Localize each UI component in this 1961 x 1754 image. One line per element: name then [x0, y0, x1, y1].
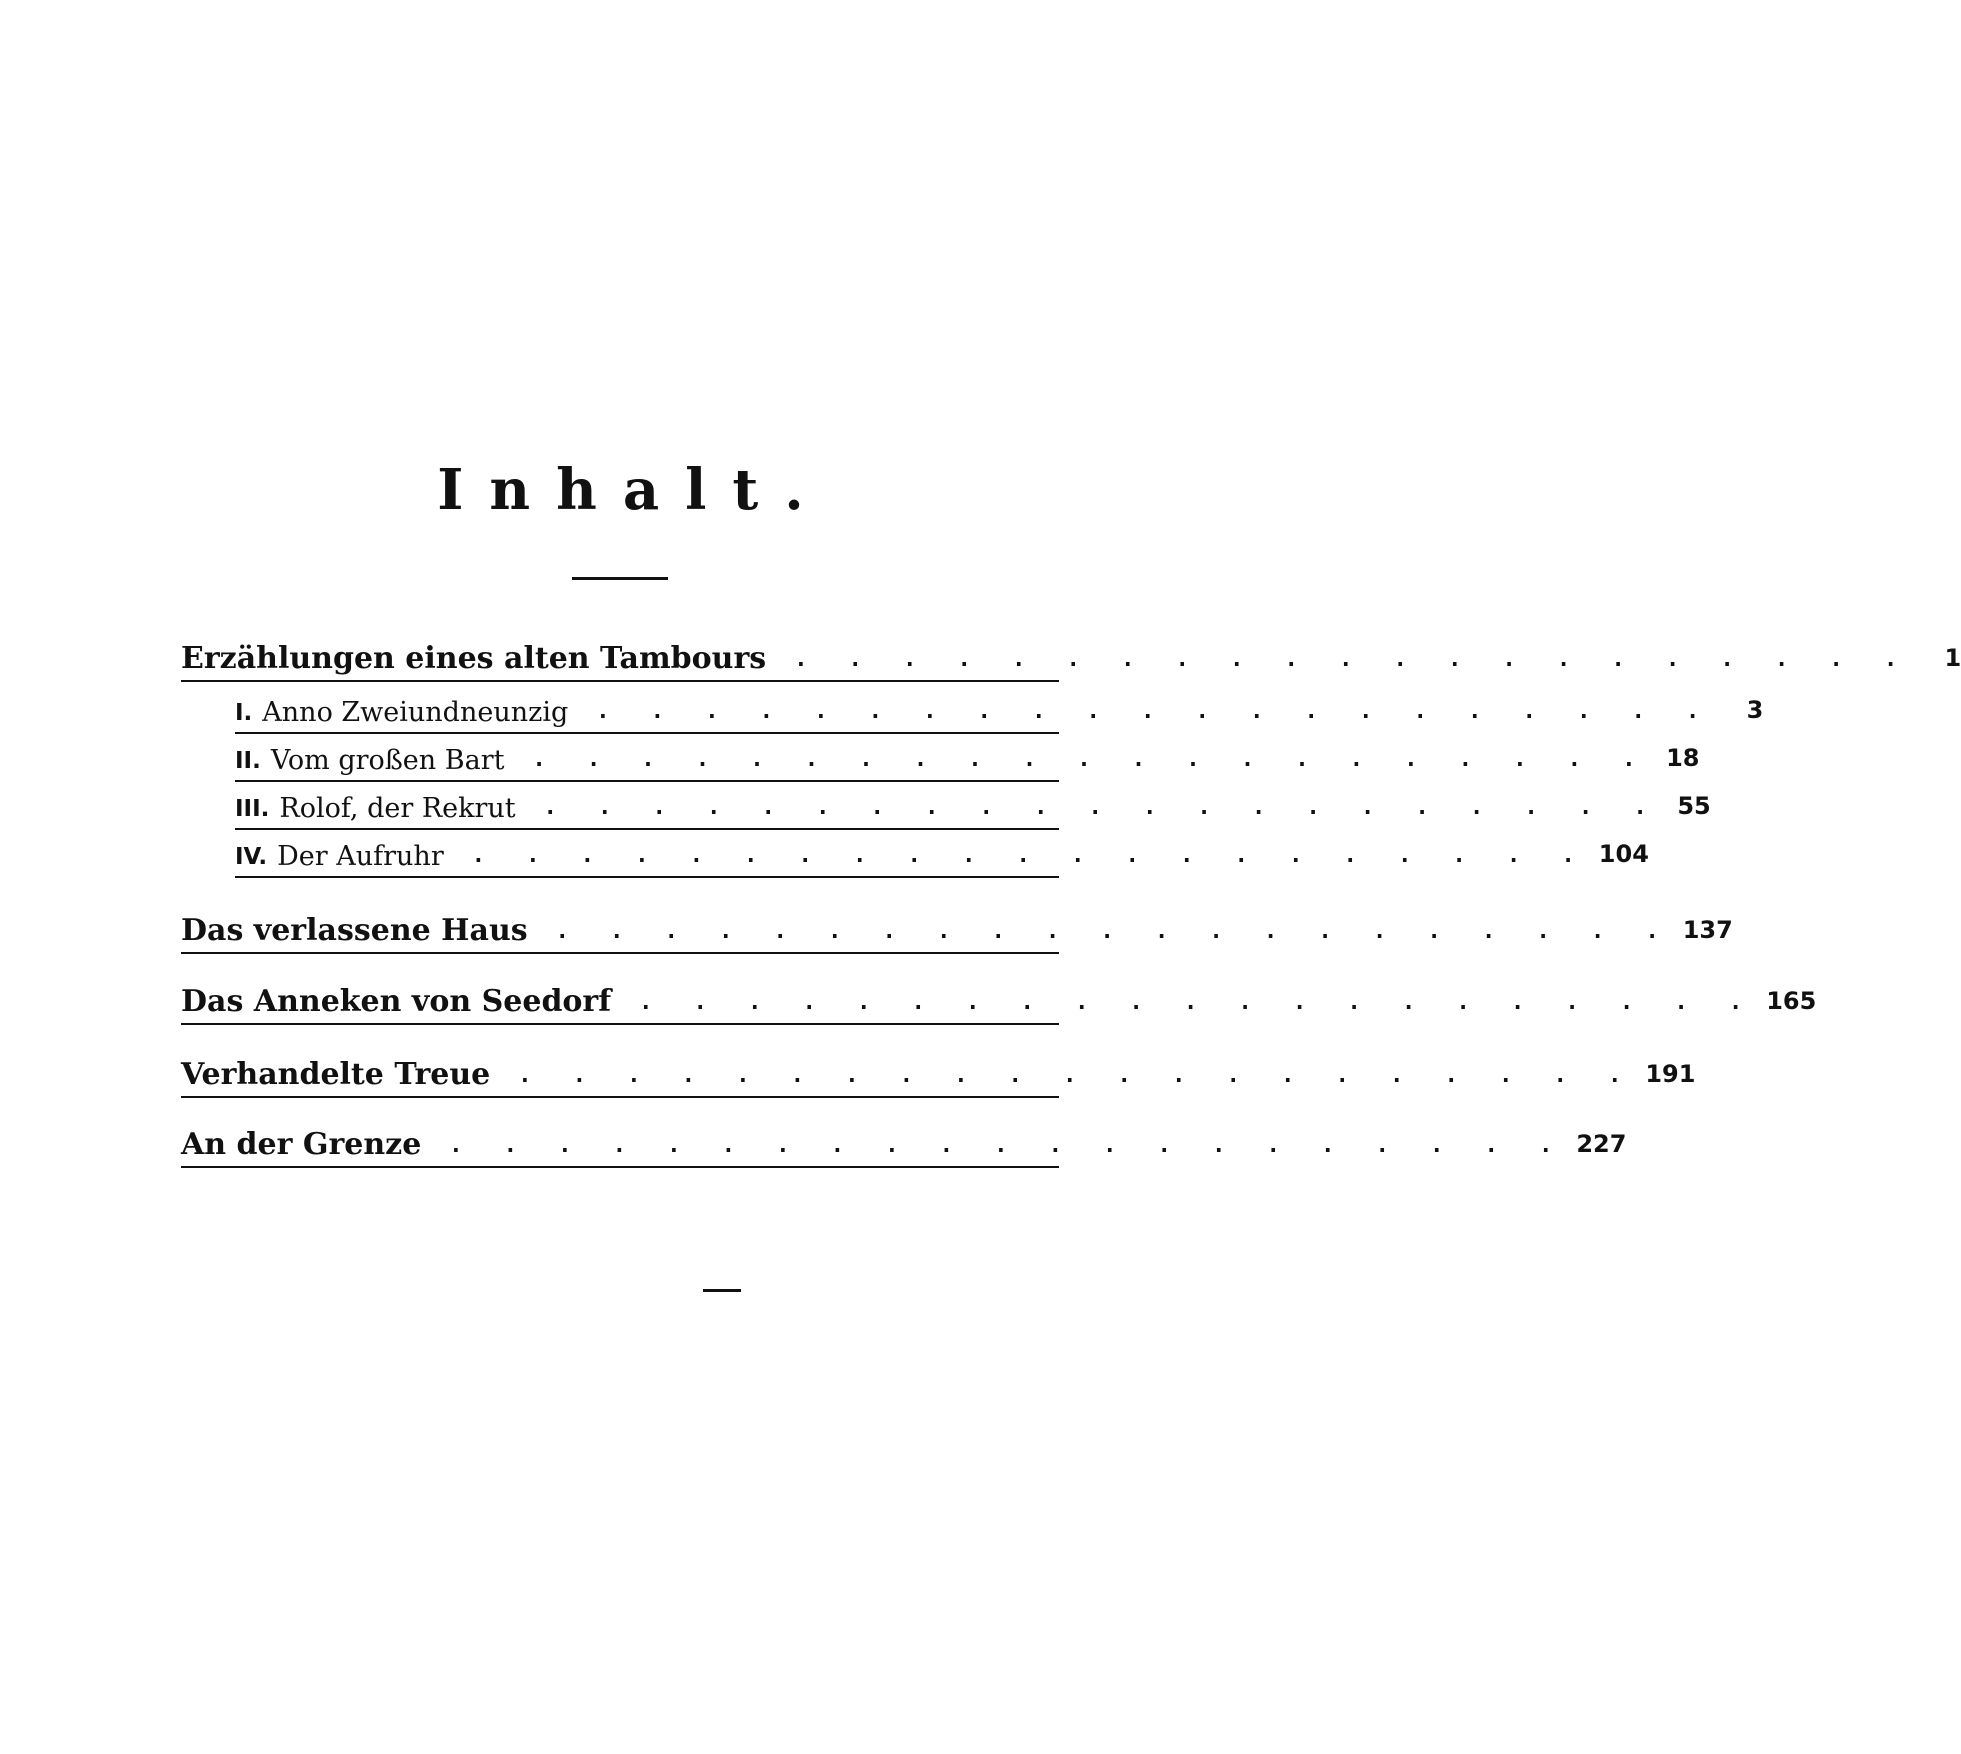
leader-dots: . . . . . . . . . . . . . . . . . . . . .: [596, 699, 1714, 724]
toc-entry-3[interactable]: [181, 1046, 1696, 1098]
chapter-title: Anno Zweiundneunzig: [262, 697, 569, 728]
leader-dots: . . . . . . . . . . . . . . . . . . . . .: [449, 1133, 1567, 1158]
toc-entry-1[interactable]: [181, 902, 1733, 954]
toc-entry-title: An der Grenze: [181, 1127, 422, 1162]
toc-page-number: 165: [1766, 987, 1817, 1015]
toc-chapter-2[interactable]: [235, 736, 1700, 782]
chapter-numeral: II.: [235, 748, 261, 774]
toc-entry-title: Verhandelte Treue: [181, 1057, 491, 1092]
end-divider: [703, 1289, 741, 1292]
toc-page-number: 18: [1666, 744, 1700, 772]
leader-dots: . . . . . . . . . . . . . . . . . . . . .: [471, 843, 1589, 868]
toc-page-number: 227: [1576, 1130, 1627, 1158]
toc-chapter-4[interactable]: [235, 832, 1649, 878]
page-title: Inhalt.: [437, 457, 830, 523]
leader-dots: . . . . . . . . . . . . . . . . . . . . .: [518, 1063, 1636, 1088]
toc-page-number: 191: [1645, 1060, 1696, 1088]
leader-dots: . . . . . . . . . . . . . . . . . . . . .: [555, 919, 1673, 944]
toc-entry-title: Das verlassene Haus: [181, 913, 528, 948]
toc-page-number: 55: [1677, 792, 1711, 820]
title-divider: [572, 577, 668, 580]
toc-chapter-1[interactable]: [235, 688, 1764, 734]
chapter-numeral: I.: [235, 700, 253, 726]
toc-entry-2[interactable]: [181, 973, 1817, 1025]
toc-page-number: 1: [1944, 644, 1961, 672]
chapter-title: Rolof, der Rekrut: [279, 793, 516, 824]
toc-page-number: 3: [1746, 696, 1764, 724]
toc-entry-4[interactable]: [181, 1116, 1627, 1168]
toc-page-number: 104: [1598, 840, 1649, 868]
toc-page-number: 137: [1682, 916, 1733, 944]
leader-dots: . . . . . . . . . . . . . . . . . . . . .: [543, 795, 1661, 820]
chapter-title: Vom großen Bart: [270, 745, 505, 776]
chapter-numeral: III.: [235, 796, 270, 822]
leader-dots: . . . . . . . . . . . . . . . . . . . . .: [639, 990, 1757, 1015]
toc-chapter-3[interactable]: [235, 784, 1711, 830]
chapter-numeral: IV.: [235, 844, 268, 870]
toc-entry-group[interactable]: [181, 630, 1961, 682]
leader-dots: . . . . . . . . . . . . . . . . . . . . .: [794, 647, 1912, 672]
toc-entry-title: Das Anneken von Seedorf: [181, 984, 612, 1019]
toc-entry-title: Erzählungen eines alten Tambours: [181, 641, 767, 676]
leader-dots: . . . . . . . . . . . . . . . . . . . . .: [532, 747, 1650, 772]
chapter-title: Der Aufruhr: [277, 841, 444, 872]
